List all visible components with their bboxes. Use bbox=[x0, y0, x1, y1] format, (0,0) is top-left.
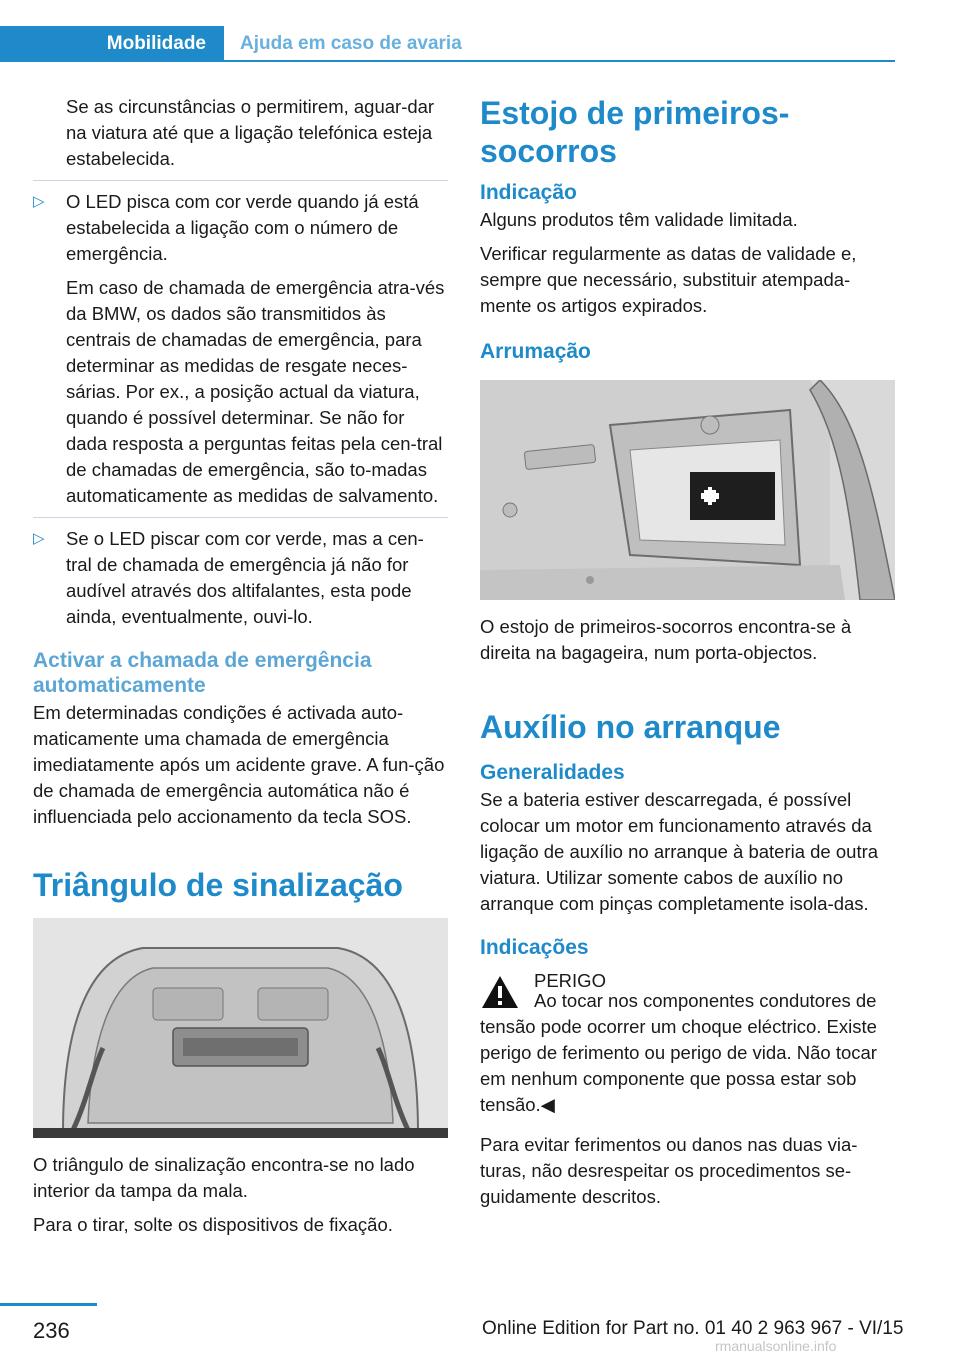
warning-triangle-icon bbox=[480, 974, 520, 1010]
indicacao-text-1: Alguns produtos têm validade limitada. bbox=[480, 209, 798, 230]
triangle-caption: O triângulo de sinalização encontra-se no lado interior da tampa da mala. bbox=[33, 1154, 415, 1201]
intro-continuation: Se as circunstâncias o permitirem, aguar-dar na viatura até que a ligação telefónica esteja estabelecida. bbox=[66, 96, 435, 169]
indicacao-heading: Indicação bbox=[480, 181, 577, 204]
left-column bbox=[33, 94, 448, 1246]
page-header bbox=[0, 26, 895, 62]
divider bbox=[33, 517, 448, 518]
subsection-tab: Ajuda em caso de avaria bbox=[240, 33, 462, 54]
first-aid-kit-illustration bbox=[480, 380, 895, 600]
edition-note: Online Edition for Part no. 01 40 2 963 967 - VI/15 bbox=[482, 1318, 904, 1339]
auto-call-text: Em determinadas condições é activada auto-maticamente uma chamada de emergência imediatamente após um acidente grave. A fun-ção de chamada de emergência automática não é influenciada pelo accionamento da tecla SOS. bbox=[33, 702, 445, 827]
divider bbox=[33, 180, 448, 181]
section-tab: Mobilidade bbox=[0, 26, 224, 62]
list-item bbox=[33, 189, 448, 267]
first-aid-heading: Estojo de primeiros-socorros bbox=[480, 95, 790, 169]
right-column bbox=[480, 94, 895, 1218]
list-item bbox=[33, 526, 448, 630]
bullet-triangle-icon: ▷ bbox=[33, 193, 45, 210]
indicacoes-heading: Indicações bbox=[480, 936, 589, 959]
auto-call-heading: Activar a chamada de emergência automaticamente bbox=[33, 649, 372, 697]
bullet-triangle-icon: ▷ bbox=[33, 530, 45, 547]
footer-rule bbox=[0, 1303, 97, 1306]
bullet-text: O LED pisca com cor verde quando já está estabelecida a ligação com o número de emergência. bbox=[66, 191, 419, 264]
bullet-text: Se o LED piscar com cor verde, mas a cen-tral de chamada de emergência já não for audível através dos altifalantes, esta pode ainda, eventualmente, ouvi-lo. bbox=[66, 528, 424, 627]
danger-notice bbox=[480, 968, 895, 1014]
arrumacao-heading: Arrumação bbox=[480, 340, 591, 363]
jump-start-heading: Auxílio no arranque bbox=[480, 709, 781, 745]
triangle-remove-text: Para o tirar, solte os dispositivos de fixação. bbox=[33, 1214, 393, 1235]
header-rule bbox=[224, 60, 895, 62]
arrumacao-caption: O estojo de primeiros-socorros encontra-se à direita na bagageira, num porta-objectos. bbox=[480, 616, 852, 663]
trunk-lid-illustration bbox=[33, 918, 448, 1138]
danger-title: PERIGO bbox=[534, 970, 606, 991]
indicacao-text-2: Verificar regularmente as datas de validade e, sempre que necessário, substituir atempada-mente os artigos expirados. bbox=[480, 243, 857, 316]
first-aid-kit-drawing bbox=[480, 380, 895, 600]
trunk-lid-drawing bbox=[33, 918, 448, 1138]
page-number: 236 bbox=[33, 1318, 70, 1343]
watermark: rmanualsonline.info bbox=[715, 1338, 837, 1354]
generalidades-text: Se a bateria estiver descarregada, é possível colocar um motor em funcionamento através da ligação de auxílio no arranque à bateria de outra viatura. Utilizar somente cabos de auxílio no arranque com pinças completamente isola-das. bbox=[480, 789, 879, 914]
avoid-text: Para evitar ferimentos ou danos nas duas via-turas, não desrespeitar os procedimentos se-guidamente descritos. bbox=[480, 1134, 858, 1207]
danger-text: Ao tocar nos componentes condutores de tensão pode ocorrer um choque eléctrico. Existe perigo de ferimento ou perigo de vida. Não tocar em nenhum componente que possa estar sob tensão.◀ bbox=[480, 990, 877, 1115]
triangle-heading: Triângulo de sinalização bbox=[33, 867, 403, 903]
bullet-detail: Em caso de chamada de emergência atra-vés da BMW, os dados são transmitidos às centrais de chamadas de emergência, para determinar as medidas de resgate neces-sárias. Por ex., a posição actual da viatura, quando é possível determinar. Se não for dada resposta a perguntas feitas pela cen-tral de chamadas de emergência, são to-madas automaticamente as medidas de salvamento. bbox=[66, 277, 445, 506]
generalidades-heading: Generalidades bbox=[480, 761, 625, 784]
